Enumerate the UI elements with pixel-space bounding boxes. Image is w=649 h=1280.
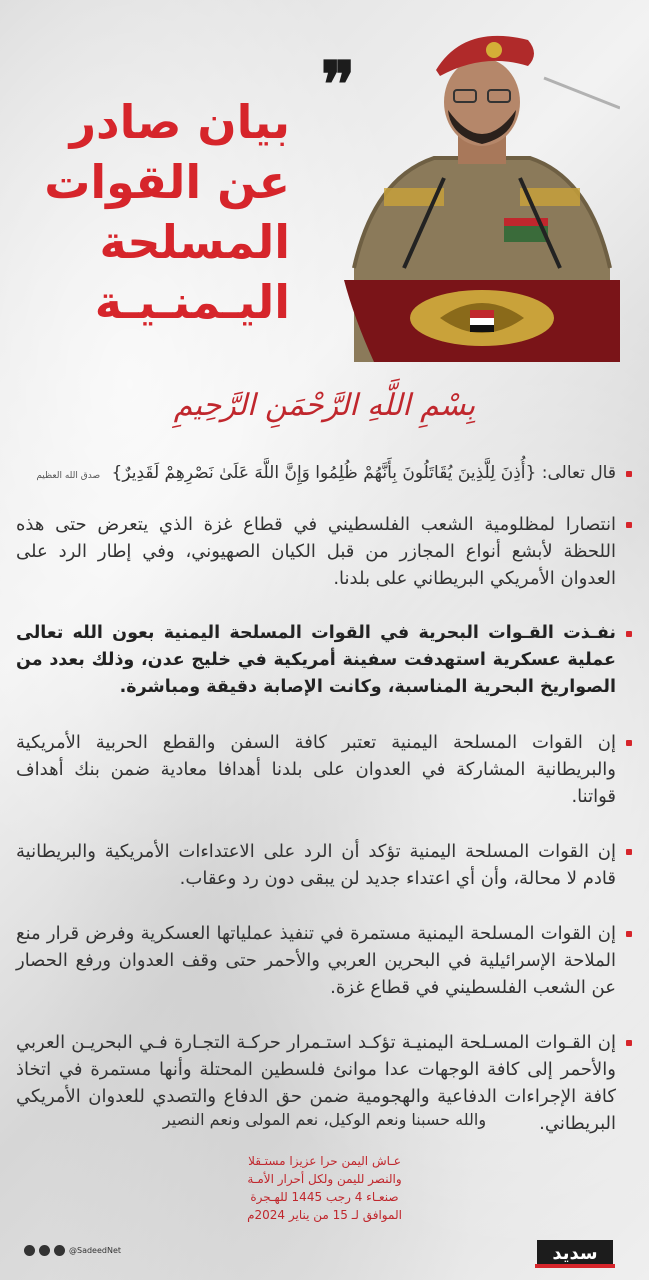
bullet-icon: [626, 1040, 632, 1046]
portrait-illustration: [344, 18, 620, 362]
sadeed-logo-icon: [535, 1230, 615, 1270]
bullet-icon: [626, 931, 632, 937]
signoff: [0, 1152, 649, 1224]
page-title: [40, 92, 290, 332]
paragraph-1: [16, 511, 632, 592]
social-handle: @SadeedNet: [69, 1245, 122, 1255]
basmala: بِسْمِ اللَّهِ الرَّحْمَنِ الرَّحِيمِ: [173, 388, 476, 423]
spokesman-portrait: [344, 18, 620, 362]
telegram-icon: [24, 1245, 35, 1256]
signoff-line-3: صنعـاء 4 رجب 1445 للهـجرة: [250, 1190, 399, 1204]
logo-text: سديد: [552, 1243, 598, 1264]
paragraph-4: [16, 838, 632, 892]
title-line-3: المسلحة: [99, 215, 290, 269]
paragraph-2: [16, 620, 632, 701]
verse: [16, 460, 632, 489]
verse-text: قال تعالى: {أُذِنَ لِلَّذِينَ يُقَاتَلُونَ بِأَنَّهُمْ ظُلِمُوا وَإِنَّ اللَّهَ عَلَىٰ نَصْرِهِمْ لَقَدِيرٌ}: [111, 463, 616, 483]
bullet-icon: [626, 740, 632, 746]
closing-line: والله حسبنا ونعم الوكيل، نعم المولى ونعم النصير: [162, 1110, 487, 1129]
paragraph-text: انتصارا لمظلومية الشعب الفلسطيني في قطاع غزة الذي يتعرض حتى هذه اللحظة لأبشع أنواع المجازر من قبل الكيان الصهيوني، وفي إطار الرد على العدوان الأمريكي البريطاني على بلدنا.: [16, 514, 616, 589]
title-line-4: اليـمنـيـة: [94, 275, 290, 329]
quote-icon: ❞: [320, 48, 356, 123]
social-handles: [24, 1240, 121, 1260]
twitter-icon: [39, 1245, 50, 1256]
paragraph-3: [16, 729, 632, 810]
paragraph-text: إن القوات المسلحة اليمنية تعتبر كافة السفن والقطع الحربية الأمريكية والبريطانية المشاركة في العدوان على بلدنا أهدافا معادية ضمن بنك أهداف قواتنا.: [16, 732, 616, 807]
paragraph-text: إن القوات المسلحة اليمنية تؤكد أن الرد على الاعتداءات الأمريكية والبريطانية قادم لا محالة، وأن أي اعتداء جديد لن يبقى دون رد وعقاب.: [16, 841, 616, 889]
sadeed-logo: [535, 1230, 615, 1270]
paragraph-text: إن القـوات المسـلحة اليمنيـة تؤكـد استـمرار حركـة التجـارة فـي البحريـن العربي والأحمر إلى كافة الوجهات عدا موانئ فلسطين المحتلة وأنها مستمرة في اتخاذ كافة الإجراءات الدفاعية والهجومية ضمن حق الدفاع والتصدي للعدوان الأمريكي البريطاني.: [16, 1032, 616, 1134]
statement-body: [16, 460, 632, 1165]
bullet-icon: [626, 849, 632, 855]
bullet-icon: [626, 522, 632, 528]
paragraph-text: إن القوات المسلحة اليمنية مستمرة في تنفيذ عملياتها العسكرية وفرض قرار منع الملاحة الإسرائيلية في البحرين العربي والأحمر حتى وقف العدوان ورفع الحصار عن الشعب الفلسطيني في قطاع غزة.: [16, 923, 616, 998]
header: [0, 0, 649, 360]
title-line-1: بيان صادر: [69, 95, 290, 149]
verse-source: صدق الله العظيم: [36, 471, 101, 481]
signoff-line-4: الموافق لـ 15 من يناير 2024م: [247, 1208, 402, 1222]
bullet-icon: [626, 631, 632, 637]
title-line-2: عن القوات: [44, 155, 290, 209]
signoff-line-1: عـاش اليمن حرا عزيزا مستـقلا: [248, 1154, 401, 1168]
bullet-icon: [626, 471, 632, 477]
facebook-icon: [54, 1245, 65, 1256]
signoff-line-2: والنصر لليمن ولكل أحرار الأمـة: [247, 1172, 402, 1186]
paragraph-5: [16, 920, 632, 1001]
paragraph-text: نفـذت القـوات البحرية في القوات المسلحة اليمنية بعون الله تعالى عملية عسكرية استهدفت سفينة أمريكية في خليج عدن، وذلك بعدد من الصواريخ البحرية المناسبة، وكانت الإصابة دقيقة ومباشرة.: [16, 623, 616, 697]
